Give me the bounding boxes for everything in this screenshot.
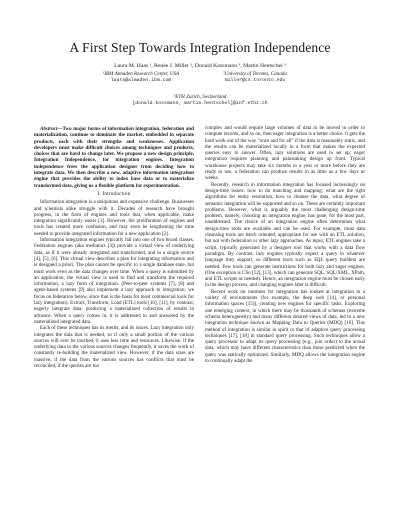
body-paragraph: Each of these techniques has its merits, and its issues. Lazy integration only integrates the data that is needed, so if only a small portion of the various sources will ever be touched, it uses less time and resources. Likewise, if the underlying data in the various sources changes frequently, it saves the work of constantly re-building the materialized view. However, if the data sizes are massive, if the data from the various sources has conflicts that must be reconciled, if the queries are too — [34, 325, 194, 369]
abstract-text: Two major forms of information integration, federation and materialization, continue to dominate the market, embedded in separate products, each with their strengths and weaknesses. Application developers must make difficult choices among techniques and products, choices that are hard to change later. We propose a new design principle, Integration Independence, for integration engines. Integration independence frees the application designer from deciding how to integrate data. We then describe a new, adaptive information integration engine that provides the ability to index base data or to materialize transformed data, giving us a flexible platform for experimentation. — [34, 126, 194, 189]
abstract-label: Abstract— — [40, 126, 63, 132]
author-list: Laura M. Haas ¹, Renée J. Miller ², Donald Kossmann ³, Martin Hentschel ³ — [114, 63, 286, 69]
body-paragraph: Information integration is a ubiquitous and expensive challenge. Businesses and scientists alike struggle with it. Decades of research have brought progress, in the form of engines and tools that, when applicable, make integration significantly easier [1]. However, the proliferation of engines and tools has created more confusion, and may even be lengthening the time needed to provide integrated information for a new application [2]. — [34, 199, 194, 237]
affiliation-name: ¹IBM Almaden Research Center, USA — [102, 71, 180, 77]
affiliation-eth — [120, 94, 280, 107]
section-heading: I. Introduction — [97, 190, 131, 197]
affiliation-toronto — [200, 71, 310, 84]
affiliations — [0, 71, 400, 121]
affiliation-email: laura@almaden.ibm.com — [110, 77, 172, 83]
body-paragraph: complex and would require large volumes of data to be moved in order to compute records, and so on, then eager integration is a better choice. It gets the hard work out of the way "once and for all" if the data is reasonably static, and the results can be materialized locally in a form that makes the expected queries easy to answer. Often, lazy solutions are used to set up; eager integration requires planning and painstaking design up front. Typical warehouse projects may take six months to a year or more before they are ready to use, a federation can produce results in as little as a few days or weeks. — [205, 125, 365, 182]
abstract — [34, 126, 194, 189]
right-column — [205, 125, 365, 364]
affiliation-name: ³ETH Zurich, Switzerland — [173, 94, 227, 100]
body-paragraph: Recently, research in information integration has focused increasingly on design-time issues: how to do matching and mapping; what are the right algorithms for entity resolution, how to cleanse the data, what degree of semantic integration will be supported and so on. These are certainly important problems. However, what is arguably the most challenging design-time problem, namely, choosing an integration engine, has gone, for the most part, unaddressed. The choice of an integration engine often determines what design-time tools are available and can be used. For example, most data cleansing tools are batch oriented, appropriate for use with an ETL solution, but not with federation or other lazy approaches. As input, ETL engines take a script, typically generated by a designer tool that works with a data flow paradigm. By contrast, lazy engines typically expect a query in whatever language they support, so different tools such as SQL query builders are needed. Few tools can generate instructions for both lazy and eager engines. (One exception is Clio [12], [13], which can generate SQL, SQL/XML, XPath, and ETL scripts as needed). Hence, an integration engine must be chosen early in the design process, and changing engines later is difficult. — [205, 181, 365, 289]
left-column — [34, 126, 194, 369]
body-paragraph: Information integration engines typically fall into one of two broad classes. Federation engines (aka mediators [3]) provide a virtual view of underlying data, as if it were already integrated and transformed, and in a single source [4], [5], [6]. This virtual view describes a plan for integrating information and is designed a priori. The plan cannot be specific to a single database state, but must work even as the data changes over time. When a query is submitted by an application, the virtual view is used to find and transform the required information, a lazy form of integration. (Peer-to-peer systems [7], [8] and agent-based systems [9] also implement a lazy approach to integration; we focus on federation below, since that is the basis for most commercial tools for lazy integration). Extract, Transform, Load (ETL) tools [10], [11], by contrast, eagerly integrate data, producing a materialized collection of results in advance. When a query comes in, it is addressed to and answered by the materialized integrated data. — [34, 237, 194, 325]
affiliation-ibm — [86, 71, 196, 84]
affiliation-email: [donald.kossmann, martin.hentschel]@inf.ethz.ch — [132, 100, 268, 106]
affiliation-email: miller@cs.toronto.edu — [224, 77, 286, 83]
body-paragraph: Recent work on runtimes for integration has looked at integration in a variety of environments (for example, the deep web [14], or personal information spaces [15]), creating new engines for specific tasks. Exploring one emerging context, in which there may be thousands of schemas (extreme schema heterogeneity) and many different desired views of data, led to a new integration technique known as Mapping Data to Queries (MDQ) [16]. This method of integration is similar in spirit to that of adaptive query processing techniques [17], [18] in standard query processing. Such techniques allow a query processor to adapt its query processing (e.g., join order) to the actual data, which may have different characteristics than those predicted when the query was statically optimized. Similarly, MDQ allows the integration engine to continually adapt the — [205, 288, 365, 364]
affiliation-name: ²University of Toronto, Canada — [223, 71, 287, 77]
paper-title: A First Step Towards Integration Independence — [69, 40, 331, 55]
